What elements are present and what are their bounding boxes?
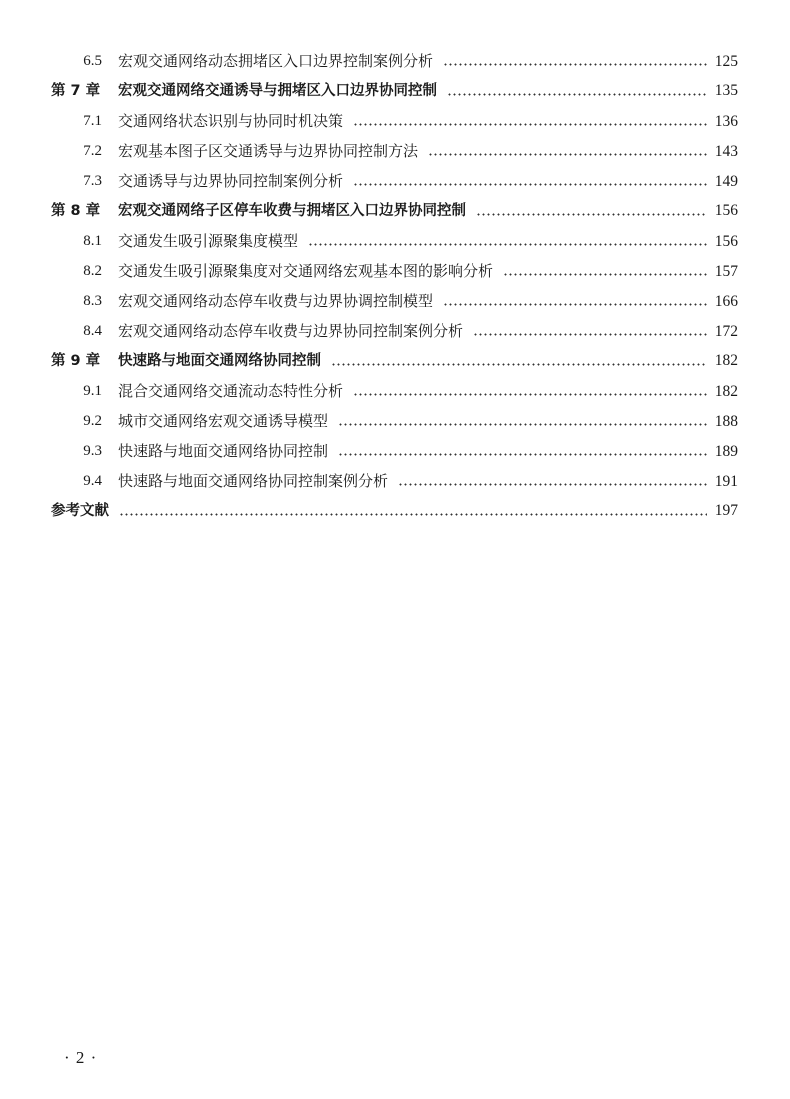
toc-entry-title: 宏观交通网络子区停车收费与拥堵区入口边界协同控制 [118,203,466,219]
toc-section-entry [0,226,790,256]
toc-entry-page: 156 [714,202,738,219]
toc-entry-title: 快速路与地面交通网络协同控制 [118,442,329,460]
toc-entry-number: 第 9 章 [51,353,101,369]
dot-leader [428,153,707,156]
dot-leader [119,513,707,516]
dot-leader [443,303,707,306]
toc-entry-number: 第 7 章 [51,83,101,99]
toc-entry-number: 8.1 [83,233,102,249]
toc-section-entry [0,466,790,496]
toc-entry-page: 149 [714,173,738,190]
toc-entry-title: 宏观基本图子区交通诱导与边界协同控制方法 [118,142,419,160]
toc-entry-page: 182 [714,352,738,369]
toc-section-entry [0,256,790,286]
toc-entry-line [118,46,738,77]
dot-leader [353,183,707,186]
toc-entry-page: 166 [714,293,738,310]
toc-entry-line [51,496,738,526]
toc-entry-line [118,316,738,347]
toc-section-entry [0,286,790,316]
toc-entry-page: 197 [714,502,738,519]
toc-entry-page: 189 [714,443,738,460]
toc-chapter-entry [0,196,790,226]
toc-entry-title: 交通诱导与边界协同控制案例分析 [118,172,344,190]
dot-leader [353,393,707,396]
dot-leader [443,63,707,66]
dot-leader [331,363,707,366]
toc-entry-line [118,376,738,407]
toc-section-entry [0,106,790,136]
dot-leader [473,333,707,336]
table-of-contents [0,46,790,526]
toc-entry-number: 6.5 [83,53,102,69]
toc-entry-line [118,346,738,376]
toc-entry-title: 宏观交通网络动态拥堵区入口边界控制案例分析 [118,52,434,70]
toc-entry-title: 参考文献 [51,503,109,519]
toc-entry-page: 136 [714,113,738,130]
toc-entry-line [118,76,738,106]
toc-entry-title: 宏观交通网络动态停车收费与边界协同控制案例分析 [118,322,464,340]
toc-entry-number: 9.3 [83,443,102,459]
toc-entry-number: 7.3 [83,173,102,189]
toc-chapter-entry [0,76,790,106]
toc-entry-title: 宏观交通网络交通诱导与拥堵区入口边界协同控制 [118,83,437,99]
toc-entry-page: 135 [714,82,738,99]
toc-entry-number: 7.2 [83,143,102,159]
toc-entry-title: 快速路与地面交通网络协同控制案例分析 [118,472,389,490]
toc-section-entry [0,136,790,166]
dot-leader [308,243,707,246]
toc-section-entry [0,46,790,76]
toc-entry-page: 182 [714,383,738,400]
toc-entry-number: 8.3 [83,293,102,309]
toc-entry-number: 7.1 [83,113,102,129]
dot-leader [476,213,707,216]
toc-entry-number: 8.2 [83,263,102,279]
page-number: · 2 · [64,1048,98,1067]
toc-entry-title: 交通发生吸引源聚集度对交通网络宏观基本图的影响分析 [118,262,494,280]
toc-section-entry [0,376,790,406]
toc-entry-line [118,226,738,257]
toc-entry-title: 混合交通网络交通流动态特性分析 [118,382,344,400]
dot-leader [338,423,707,426]
toc-section-entry [0,406,790,436]
toc-entry-line [118,196,738,226]
dot-leader [353,123,707,126]
dot-leader [398,483,707,486]
toc-entry-number: 8.4 [83,323,102,339]
toc-entry-line [118,106,738,137]
toc-entry-line [118,466,738,497]
toc-entry-page: 143 [714,143,738,160]
toc-section-entry [0,316,790,346]
toc-entry-number: 9.4 [83,473,102,489]
toc-entry-title: 宏观交通网络动态停车收费与边界协调控制模型 [118,292,434,310]
toc-entry-line [118,406,738,437]
toc-entry-page: 172 [714,323,738,340]
toc-entry-title: 交通网络状态识别与协同时机决策 [118,112,344,130]
toc-chapter-entry [0,346,790,376]
toc-entry-number: 第 8 章 [51,203,101,219]
toc-entry-title: 城市交通网络宏观交通诱导模型 [118,412,329,430]
dot-leader [338,453,707,456]
dot-leader [447,93,707,96]
toc-entry-number: 9.2 [83,413,102,429]
toc-section-entry [0,166,790,196]
toc-entry-title: 快速路与地面交通网络协同控制 [118,353,321,369]
toc-references-entry [0,496,790,526]
toc-entry-number: 9.1 [83,383,102,399]
dot-leader [503,273,707,276]
toc-entry-page: 156 [714,233,738,250]
toc-entry-line [118,166,738,197]
toc-entry-title: 交通发生吸引源聚集度模型 [118,232,299,250]
toc-entry-page: 191 [714,473,738,490]
toc-entry-page: 125 [714,53,738,70]
toc-entry-line [118,136,738,167]
toc-entry-line [118,256,738,287]
toc-entry-line [118,436,738,467]
toc-entry-line [118,286,738,317]
toc-entry-page: 188 [714,413,738,430]
toc-entry-page: 157 [714,263,738,280]
toc-section-entry [0,436,790,466]
